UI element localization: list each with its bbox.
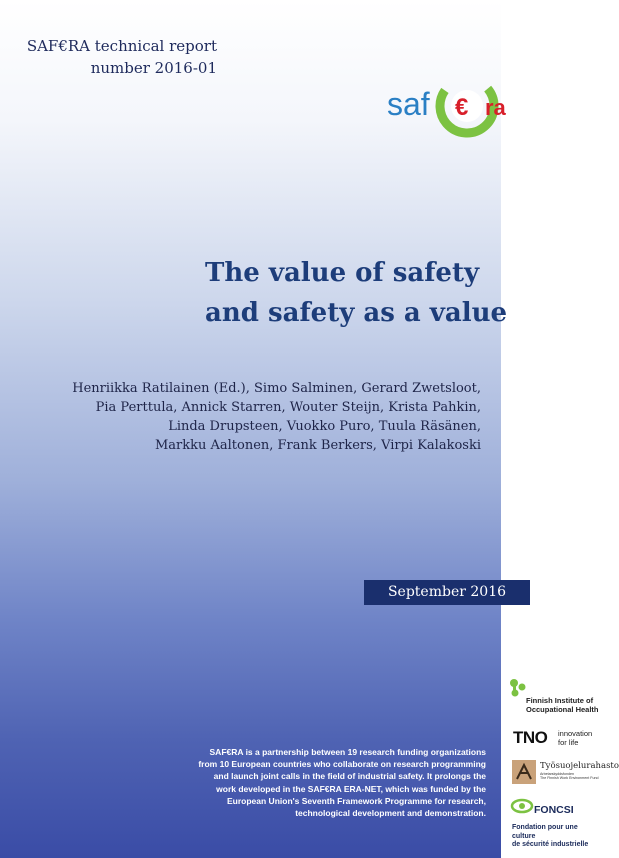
publication-date: September 2016 — [364, 580, 530, 605]
author-list — [72, 379, 481, 455]
logo-text-saf: saf — [387, 86, 430, 122]
tno-tag-1: innovation — [558, 729, 593, 738]
blurb-line: SAF€RA is a partnership between 19 research funding organizations — [209, 747, 486, 757]
tsr-sub-2: The Finnish Work Environment Fund — [540, 776, 599, 781]
tno-logo — [508, 728, 600, 750]
blurb-line: European Union's Seventh Framework Programme for research, — [227, 795, 486, 806]
author-line: Henriikka Ratilainen (Ed.), Simo Salminen, Gerard Zwetsloot, — [72, 381, 481, 396]
blurb-line: technological development and demonstration. — [295, 808, 486, 819]
fioh-line-2: Occupational Health — [526, 705, 599, 714]
foncsi-name: FONCSI — [534, 804, 574, 816]
tno-tag-2: for life — [558, 737, 579, 747]
tsr-mark-icon — [512, 760, 536, 784]
foncsi-sub-1: Fondation pour une culture — [512, 824, 578, 840]
report-title — [205, 253, 507, 333]
blurb-line: from 10 European countries who collaborate on research programming — [198, 759, 486, 770]
tno-name: TNO — [513, 728, 548, 747]
tsr-logo — [508, 758, 619, 786]
author-line: Markku Aaltonen, Frank Berkers, Virpi Kalakoski — [154, 438, 481, 453]
logo-text-ra: ra — [485, 95, 506, 120]
series-line-2: number 2016-01 — [90, 59, 217, 77]
title-line-2: and safety as a value — [205, 298, 508, 328]
fioh-mark-icon — [508, 678, 528, 700]
blurb-line: and launch joint calls in the field of industrial safety. It prolongs the — [213, 771, 486, 782]
foncsi-mark-icon — [510, 796, 534, 820]
logo-text-euro: € — [455, 94, 469, 121]
blurb-line: work developed in the SAF€RA ERA-NET, which was funded by the — [216, 783, 486, 794]
tsr-sub-1: Arbetarskyddsfonden — [540, 772, 574, 776]
fioh-line-1: Finnish Institute of — [526, 696, 594, 705]
saf-era-logo — [385, 70, 525, 140]
author-line: Pia Perttula, Annick Starren, Wouter Steijn, Krista Pahkin, — [95, 400, 481, 415]
series-label — [27, 35, 217, 79]
foncsi-logo — [508, 796, 600, 850]
fioh-logo — [508, 678, 600, 716]
author-line: Linda Drupsteen, Vuokko Puro, Tuula Räsänen, — [168, 419, 481, 434]
title-line-1: The value of safety — [205, 258, 480, 288]
tsr-name: Työsuojelurahasto — [540, 761, 619, 771]
foncsi-sub-2: de sécurité industrielle — [512, 841, 589, 848]
series-line-1: SAF€RA technical report — [26, 37, 217, 55]
about-blurb — [170, 746, 486, 819]
